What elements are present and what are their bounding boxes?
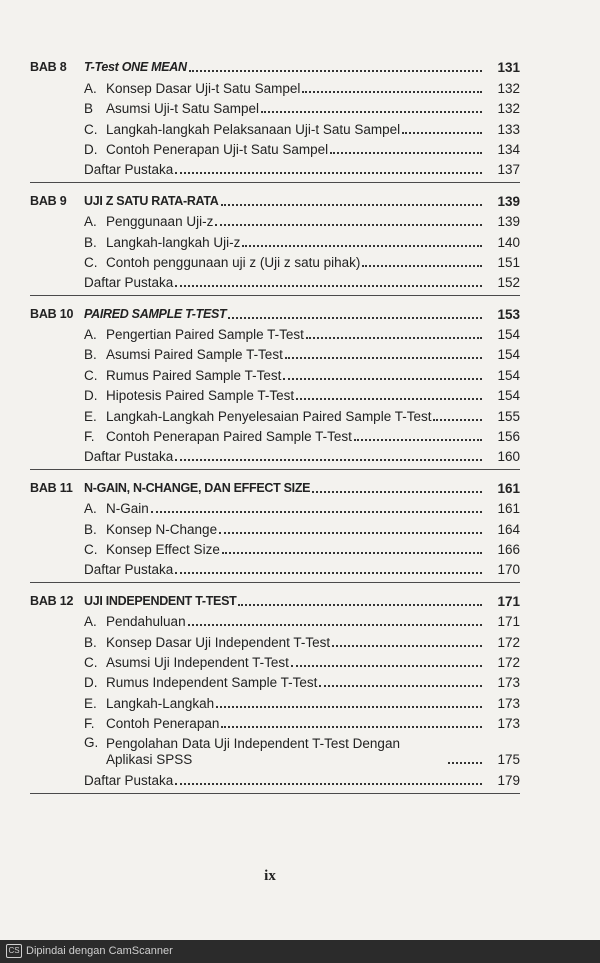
leader-dots (228, 317, 482, 319)
toc-entry[interactable] (30, 230, 520, 250)
leader-dots (261, 111, 482, 113)
entry-page-number: 154 (497, 327, 520, 343)
chapter-section (30, 56, 520, 183)
leader-dots (175, 459, 482, 461)
entry-page-number: 173 (497, 695, 520, 711)
leader-dots (330, 152, 482, 154)
toc-entry[interactable] (30, 97, 520, 117)
scanner-watermark (6, 944, 173, 958)
bibliography-entry[interactable] (30, 158, 520, 178)
entry-page-number: 175 (497, 752, 520, 768)
entry-letter: C. (84, 541, 98, 557)
toc-entry[interactable] (30, 610, 520, 630)
toc-entry[interactable] (30, 343, 520, 363)
entry-title: Langkah-Langkah Penyelesaian Paired Sample T-Test (106, 408, 432, 424)
entry-page-number: 171 (497, 614, 520, 630)
chapter-heading[interactable] (30, 476, 520, 496)
chapter-title: T-Test ONE MEAN (84, 60, 187, 75)
leader-dots (175, 572, 482, 574)
chapter-heading[interactable] (30, 189, 520, 209)
toc-entry[interactable] (30, 138, 520, 158)
toc-entry[interactable] (30, 404, 520, 424)
leader-dots (306, 337, 482, 339)
toc-entry[interactable] (30, 732, 520, 768)
entry-letter: B. (84, 347, 97, 363)
entry-letter: C. (84, 254, 98, 270)
entry-title: Asumsi Uji-t Satu Sampel (106, 101, 260, 117)
chapter-heading[interactable] (30, 302, 520, 322)
leader-dots (189, 70, 482, 72)
entry-page-number: 154 (497, 367, 520, 383)
leader-dots (302, 91, 482, 93)
entry-page-number: 166 (497, 541, 520, 557)
leader-dots (402, 132, 482, 134)
toc-entry[interactable] (30, 538, 520, 558)
chapter-page-number: 131 (497, 60, 520, 76)
chapter-title: PAIRED SAMPLE T-TEST (84, 306, 227, 321)
leader-dots (216, 706, 482, 708)
entry-title: Rumus Paired Sample T-Test (106, 367, 282, 383)
bibliography-title: Daftar Pustaka (84, 772, 174, 788)
entry-letter: C. (84, 367, 98, 383)
chapter-page-number: 153 (497, 306, 520, 322)
entry-title: Asumsi Paired Sample T-Test (106, 347, 283, 363)
entry-page-number: 156 (497, 429, 520, 445)
leader-dots (175, 783, 482, 785)
camscanner-icon: CS (6, 944, 22, 958)
entry-title: Contoh Penerapan Paired Sample T-Test (106, 429, 352, 445)
entry-letter: C. (84, 654, 98, 670)
entry-letter: B. (84, 634, 97, 650)
toc-entry[interactable] (30, 117, 520, 137)
entry-title: Contoh penggunaan uji z (Uji z satu pihak) (106, 254, 361, 270)
leader-dots (332, 645, 482, 647)
bibliography-title: Daftar Pustaka (84, 562, 174, 578)
toc-entry[interactable] (30, 323, 520, 343)
entry-title: Contoh Penerapan Uji-t Satu Sampel (106, 141, 329, 157)
leader-dots (448, 762, 482, 764)
entry-page-number: 132 (497, 101, 520, 117)
toc-entry[interactable] (30, 363, 520, 383)
entry-letter: E. (84, 695, 97, 711)
bibliography-title: Daftar Pustaka (84, 449, 174, 465)
bibliography-entry[interactable] (30, 271, 520, 291)
chapter-label: BAB 9 (30, 193, 67, 208)
chapter-page-number: 139 (497, 193, 520, 209)
entry-title: Pengertian Paired Sample T-Test (106, 327, 304, 343)
chapter-section (30, 189, 520, 296)
entry-letter: D. (84, 388, 98, 404)
chapter-label: BAB 11 (30, 480, 73, 495)
entry-title: Asumsi Uji Independent T-Test (106, 654, 289, 670)
entry-letter: F. (84, 716, 95, 732)
chapter-section (30, 589, 520, 793)
entry-letter: E. (84, 408, 97, 424)
page-number: ix (264, 868, 276, 884)
entry-letter: A. (84, 614, 97, 630)
leader-dots (285, 357, 482, 359)
entry-page-number: 161 (497, 501, 520, 517)
scanner-watermark-text: Dipindai dengan CamScanner (26, 945, 173, 957)
leader-dots (238, 604, 482, 606)
bibliography-page-number: 152 (497, 275, 520, 291)
leader-dots (175, 172, 482, 174)
toc-entry[interactable] (30, 210, 520, 230)
table-of-contents (30, 56, 520, 800)
entry-title: Konsep Dasar Uji-t Satu Sampel (106, 80, 301, 96)
chapter-label: BAB 10 (30, 306, 74, 321)
leader-dots (312, 491, 482, 493)
entry-page-number: 132 (497, 80, 520, 96)
chapter-page-number: 161 (497, 480, 520, 496)
toc-entry[interactable] (30, 630, 520, 650)
leader-dots (283, 378, 482, 380)
toc-entry[interactable] (30, 384, 520, 404)
entry-page-number: 164 (497, 521, 520, 537)
bibliography-title: Daftar Pustaka (84, 162, 174, 178)
toc-entry[interactable] (30, 251, 520, 271)
toc-entry[interactable] (30, 691, 520, 711)
chapter-label: BAB 8 (30, 60, 67, 75)
entry-page-number: 139 (497, 214, 520, 230)
entry-letter: C. (84, 121, 98, 137)
entry-title: Penggunaan Uji-z (106, 214, 214, 230)
entry-page-number: 133 (497, 121, 520, 137)
leader-dots (151, 511, 482, 513)
chapter-section (30, 476, 520, 583)
toc-entry[interactable] (30, 76, 520, 96)
entry-title: Hipotesis Paired Sample T-Test (106, 388, 295, 404)
bibliography-page-number: 160 (497, 449, 520, 465)
entry-title: Rumus Independent Sample T-Test (106, 675, 318, 691)
leader-dots (291, 665, 482, 667)
leader-dots (362, 265, 482, 267)
entry-page-number: 154 (497, 388, 520, 404)
leader-dots (222, 552, 482, 554)
entry-letter: A. (84, 327, 97, 343)
entry-page-number: 173 (497, 716, 520, 732)
bibliography-entry[interactable] (30, 558, 520, 578)
bibliography-entry[interactable] (30, 768, 520, 788)
entry-title: Konsep N-Change (106, 521, 218, 537)
entry-letter: G. (84, 735, 99, 751)
toc-entry[interactable] (30, 712, 520, 732)
entry-page-number: 140 (497, 234, 520, 250)
chapter-section (30, 302, 520, 470)
bibliography-page-number: 137 (497, 162, 520, 178)
entry-letter: B. (84, 234, 97, 250)
chapter-page-number: 171 (497, 593, 520, 609)
entry-page-number: 151 (497, 254, 520, 270)
toc-entry[interactable] (30, 517, 520, 537)
leader-dots (221, 726, 482, 728)
entry-title: N-Gain (106, 501, 149, 517)
leader-dots (221, 204, 483, 206)
toc-entry[interactable] (30, 425, 520, 445)
entry-letter: A. (84, 501, 97, 517)
bibliography-entry[interactable] (30, 445, 520, 465)
entry-letter: D. (84, 141, 98, 157)
entry-letter: A. (84, 214, 97, 230)
chapter-title: UJI INDEPENDENT T-TEST (84, 593, 237, 608)
entry-letter: A. (84, 80, 97, 96)
entry-title: Langkah-Langkah (106, 695, 215, 711)
leader-dots (188, 624, 482, 626)
entry-title: Langkah-langkah Pelaksanaan Uji-t Satu Sampel (106, 121, 401, 137)
entry-page-number: 172 (497, 654, 520, 670)
entry-letter: F. (84, 429, 95, 445)
chapter-title: N-GAIN, N-CHANGE, DAN EFFECT SIZE (84, 480, 311, 495)
bibliography-title: Daftar Pustaka (84, 275, 174, 291)
entry-letter: D. (84, 675, 98, 691)
leader-dots (319, 685, 482, 687)
bibliography-page-number: 179 (497, 772, 520, 788)
chapter-label: BAB 12 (30, 593, 74, 608)
entry-title: Konsep Effect Size (106, 541, 220, 557)
chapter-heading[interactable] (30, 589, 520, 609)
leader-dots (175, 285, 482, 287)
entry-title: Pendahuluan (106, 614, 186, 630)
chapter-title: UJI Z SATU RATA-RATA (84, 193, 219, 208)
toc-entry[interactable] (30, 671, 520, 691)
entry-letter: B (84, 101, 94, 117)
entry-page-number: 173 (497, 675, 520, 691)
entry-page-number: 172 (497, 634, 520, 650)
entry-page-number: 155 (497, 408, 520, 424)
entry-letter: B. (84, 521, 97, 537)
bibliography-page-number: 170 (497, 562, 520, 578)
leader-dots (354, 439, 482, 441)
chapter-heading[interactable] (30, 56, 520, 76)
entry-title: Konsep Dasar Uji Independent T-Test (106, 634, 331, 650)
leader-dots (219, 532, 482, 534)
leader-dots (433, 419, 482, 421)
entry-wrap (106, 732, 520, 768)
leader-dots (242, 245, 482, 247)
leader-dots (296, 398, 482, 400)
leader-dots (215, 224, 482, 226)
toc-entry[interactable] (30, 497, 520, 517)
entry-title: Contoh Penerapan (106, 716, 220, 732)
toc-entry[interactable] (30, 651, 520, 671)
entry-page-number: 134 (497, 141, 520, 157)
entry-page-number: 154 (497, 347, 520, 363)
entry-title: Pengolahan Data Uji Independent T-Test Dengan Aplikasi SPSS (106, 736, 400, 768)
entry-title: Langkah-langkah Uji-z (106, 234, 241, 250)
